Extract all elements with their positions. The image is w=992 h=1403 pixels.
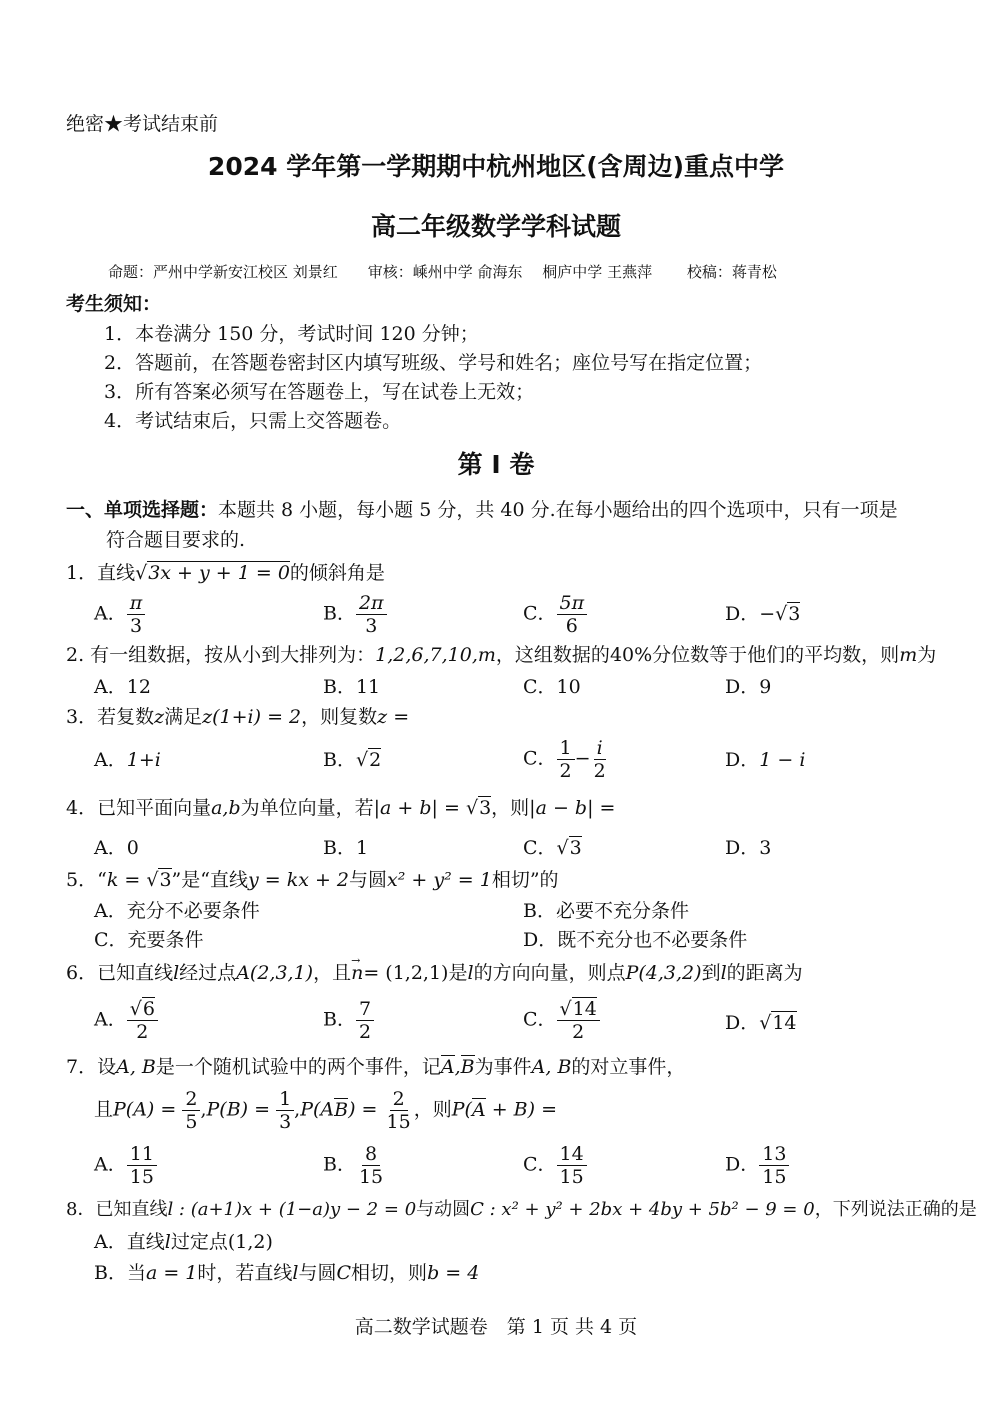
q1-option-c: C． $\frac{5\pi}{6}$: [523, 592, 587, 637]
notice-item: 1．本卷满分 150 分，考试时间 120 分钟；: [104, 323, 479, 345]
q4-option-c: C．√3: [523, 837, 582, 859]
notice-item: 3．所有答案必须写在答题卷上，写在试卷上无效；: [104, 381, 535, 403]
q5-option-c: C．充要条件: [94, 929, 204, 951]
q2-stem: 2. 有一组数据，按从小到大排列为：1,2,6,7,10,m，这组数据的40%分位数等于他们的平均数，则m为: [66, 644, 937, 666]
q1-option-a: A． $\frac{\pi}{3}$: [94, 592, 145, 637]
notice-heading: 考生须知：: [66, 293, 162, 315]
q2-option-c: C．10: [523, 676, 581, 698]
authors-line: 命题：严州中学新安江校区 刘景红 审核：嵊州中学 俞海东 桐庐中学 王燕萍 校稿：蒋青松: [108, 263, 777, 281]
q2-option-b: B．11: [323, 676, 381, 698]
q8-option-b: B．当a = 1时，若直线l与圆C相切，则b = 4: [94, 1262, 480, 1284]
q2-option-d: D．9: [725, 676, 772, 698]
q8-option-a: A．直线l过定点(1,2): [94, 1231, 273, 1253]
section-text: 本题共 8 小题，每小题 5 分，共 40 分.在每小题给出的四个选项中，只有一项是: [218, 499, 898, 521]
q3-option-a: A．1+i: [94, 749, 161, 771]
q7-option-d: D． $\frac{13}{15}$: [725, 1143, 789, 1188]
page-footer: 高二数学试题卷 第 1 页 共 4 页: [354, 1316, 638, 1338]
section-label: 一、单项选择题：: [66, 499, 219, 521]
q8-stem: 8．已知直线l : (a+1)x + (1−a)y − 2 = 0与动圆C : x² + y² + 2bx + 4by + 5b² − 9 = 0，下列说法正确的是: [66, 1199, 977, 1220]
q7-condition: 且P(A) = $\frac{2}{5}$ ,P(B) = $\frac{1}{3}$ ,P(AB) = $\frac{2}{15}$ ，则P(A + B) =: [94, 1088, 558, 1133]
q1-stem: 1．直线√3x + y + 1 = 0的倾斜角是: [66, 562, 385, 584]
q7-option-c: C． $\frac{14}{15}$: [523, 1143, 587, 1188]
q5-option-d: D．既不充分也不必要条件: [523, 929, 748, 951]
q6-option-d: D．√14: [725, 1012, 797, 1034]
section-intro: [66, 498, 898, 522]
q6-option-c: C． $\frac{√14}{2}$: [523, 998, 600, 1043]
q5-stem: 5．“k = √3”是“直线y = kx + 2与圆x² + y² = 1相切”的: [66, 869, 559, 891]
q4-stem: 4．已知平面向量a,b为单位向量，若|a + b| = √3，则|a − b| =: [66, 797, 616, 819]
q2-option-a: A．12: [94, 676, 151, 698]
section-text-2: 符合题目要求的.: [106, 529, 246, 551]
q7-option-a: A． $\frac{11}{15}$: [94, 1143, 157, 1188]
notice-item: 2．答题前，在答题卷密封区内填写班级、学号和姓名；座位号写在指定位置；: [104, 352, 763, 374]
q3-stem: 3．若复数z满足z(1+i) = 2，则复数z =: [66, 706, 410, 728]
q5-option-b: B．必要不充分条件: [523, 900, 689, 922]
q3-option-d: D．1 − i: [725, 749, 806, 771]
q1-option-b: B． $\frac{2\pi}{3}$: [323, 592, 387, 637]
q7-stem: 7．设A, B是一个随机试验中的两个事件，记A,B为事件A, B的对立事件，: [66, 1056, 686, 1078]
q7-option-b: B． $\frac{8}{15}$: [323, 1143, 384, 1188]
volume-title: 第 I 卷: [457, 450, 535, 479]
q6-option-a: A． $\frac{√6}{2}$: [94, 998, 158, 1043]
exam-title: 2024 学年第一学期期中杭州地区(含周边)重点中学: [207, 152, 785, 181]
q4-option-a: A．0: [94, 837, 139, 859]
q6-option-b: B． $\frac{7}{2}$: [323, 998, 374, 1043]
q3-option-c: C． $\frac{1}{2}$ − $\frac{i}{2}$: [523, 737, 606, 782]
notice-item: 4．考试结束后，只需上交答题卷。: [104, 410, 402, 432]
exam-subtitle: 高二年级数学学科试题: [370, 212, 621, 241]
q6-stem: 6．已知直线l经过点A(2,3,1)，且→ n= (1,2,1)是l的方向向量，则点P(4,3,2)到l的距离为: [66, 961, 803, 985]
q4-option-d: D．3: [725, 837, 772, 859]
q3-option-b: B．√2: [323, 749, 382, 771]
q5-option-a: A．充分不必要条件: [94, 900, 260, 922]
q4-option-b: B．1: [323, 837, 369, 859]
q1-option-d: D．−√3: [725, 603, 801, 625]
secret-label: 绝密★考试结束前: [66, 113, 219, 135]
